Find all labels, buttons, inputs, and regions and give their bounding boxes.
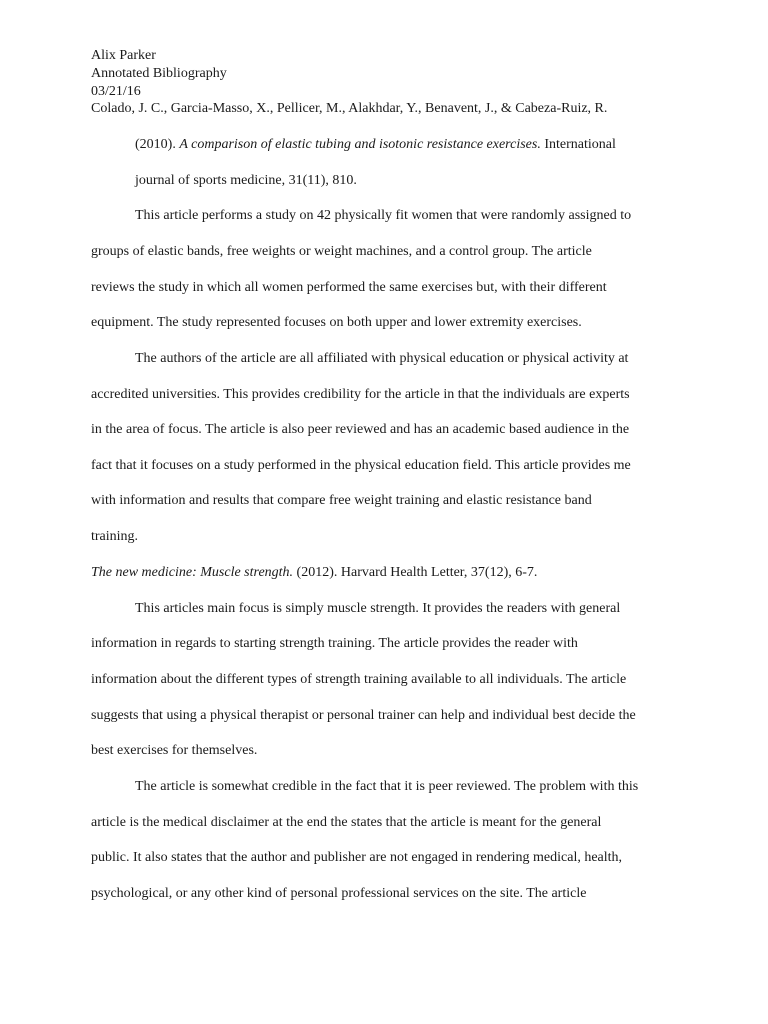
annotation-1-p2-line: in the area of focus. The article is also peer reviewed and has an academic based audience in the bbox=[91, 422, 630, 437]
citation-1-line-1: Colado, J. C., Garcia-Masso, X., Pellicer, M., Alakhdar, Y., Benavent, J., & Cabeza-Ruiz, R. bbox=[91, 101, 608, 116]
annotation-2-p1-line: information in regards to starting strength training. The article provides the reader with bbox=[91, 636, 578, 651]
annotation-2-p1-line: This articles main focus is simply muscle strength. It provides the readers with general bbox=[135, 601, 621, 616]
annotation-1-p2-line: The authors of the article are all affiliated with physical education or physical activity at bbox=[135, 351, 629, 366]
annotation-2-p2-line: public. It also states that the author and publisher are not engaged in rendering medical, health, bbox=[91, 850, 623, 865]
annotation-1-p2-line: training. bbox=[91, 529, 139, 544]
annotation-1-p1-line: reviews the study in which all women performed the same exercises but, with their different bbox=[91, 280, 607, 295]
annotation-1-p1-line: equipment. The study represented focuses on both upper and lower extremity exercises. bbox=[91, 315, 582, 330]
citation-1-journal: International bbox=[540, 137, 616, 152]
document-title: Annotated Bibliography bbox=[91, 66, 227, 81]
annotation-2-p1-line: suggests that using a physical therapist or personal trainer can help and individual best decide the bbox=[91, 708, 636, 723]
annotation-1-p2-line: accredited universities. This provides credibility for the article in that the individuals are experts bbox=[91, 387, 630, 402]
annotation-2-p1-line: information about the different types of strength training available to all individuals. The article bbox=[91, 672, 627, 687]
annotation-2-p2-line: article is the medical disclaimer at the end the states that the article is meant for the general bbox=[91, 815, 602, 830]
citation-2 bbox=[91, 564, 537, 582]
annotation-1-p1-line: groups of elastic bands, free weights or weight machines, and a control group. The article bbox=[91, 244, 592, 259]
annotation-1-p2-line: with information and results that compare free weight training and elastic resistance band bbox=[91, 493, 592, 508]
annotation-2-p2-line: The article is somewhat credible in the fact that it is peer reviewed. The problem with this bbox=[135, 779, 639, 794]
citation-1-title: A comparison of elastic tubing and isotonic resistance exercises. bbox=[179, 137, 541, 152]
annotation-1-p1-line: This article performs a study on 42 physically fit women that were randomly assigned to bbox=[135, 208, 632, 223]
citation-1-line-2 bbox=[135, 136, 616, 154]
annotation-2-p2-line: psychological, or any other kind of personal professional services on the site. The article bbox=[91, 886, 587, 901]
citation-2-source: (2012). Harvard Health Letter, 37(12), 6-7. bbox=[293, 565, 538, 580]
citation-1-year: (2010). bbox=[135, 137, 180, 152]
annotation-1-p2-line: fact that it focuses on a study performed in the physical education field. This article provides me bbox=[91, 458, 631, 473]
author-name: Alix Parker bbox=[91, 48, 156, 63]
citation-2-title: The new medicine: Muscle strength. bbox=[91, 565, 294, 580]
citation-1-line-3: journal of sports medicine, 31(11), 810. bbox=[135, 173, 357, 188]
annotation-2-p1-line: best exercises for themselves. bbox=[91, 743, 258, 758]
document-date: 03/21/16 bbox=[91, 84, 141, 99]
